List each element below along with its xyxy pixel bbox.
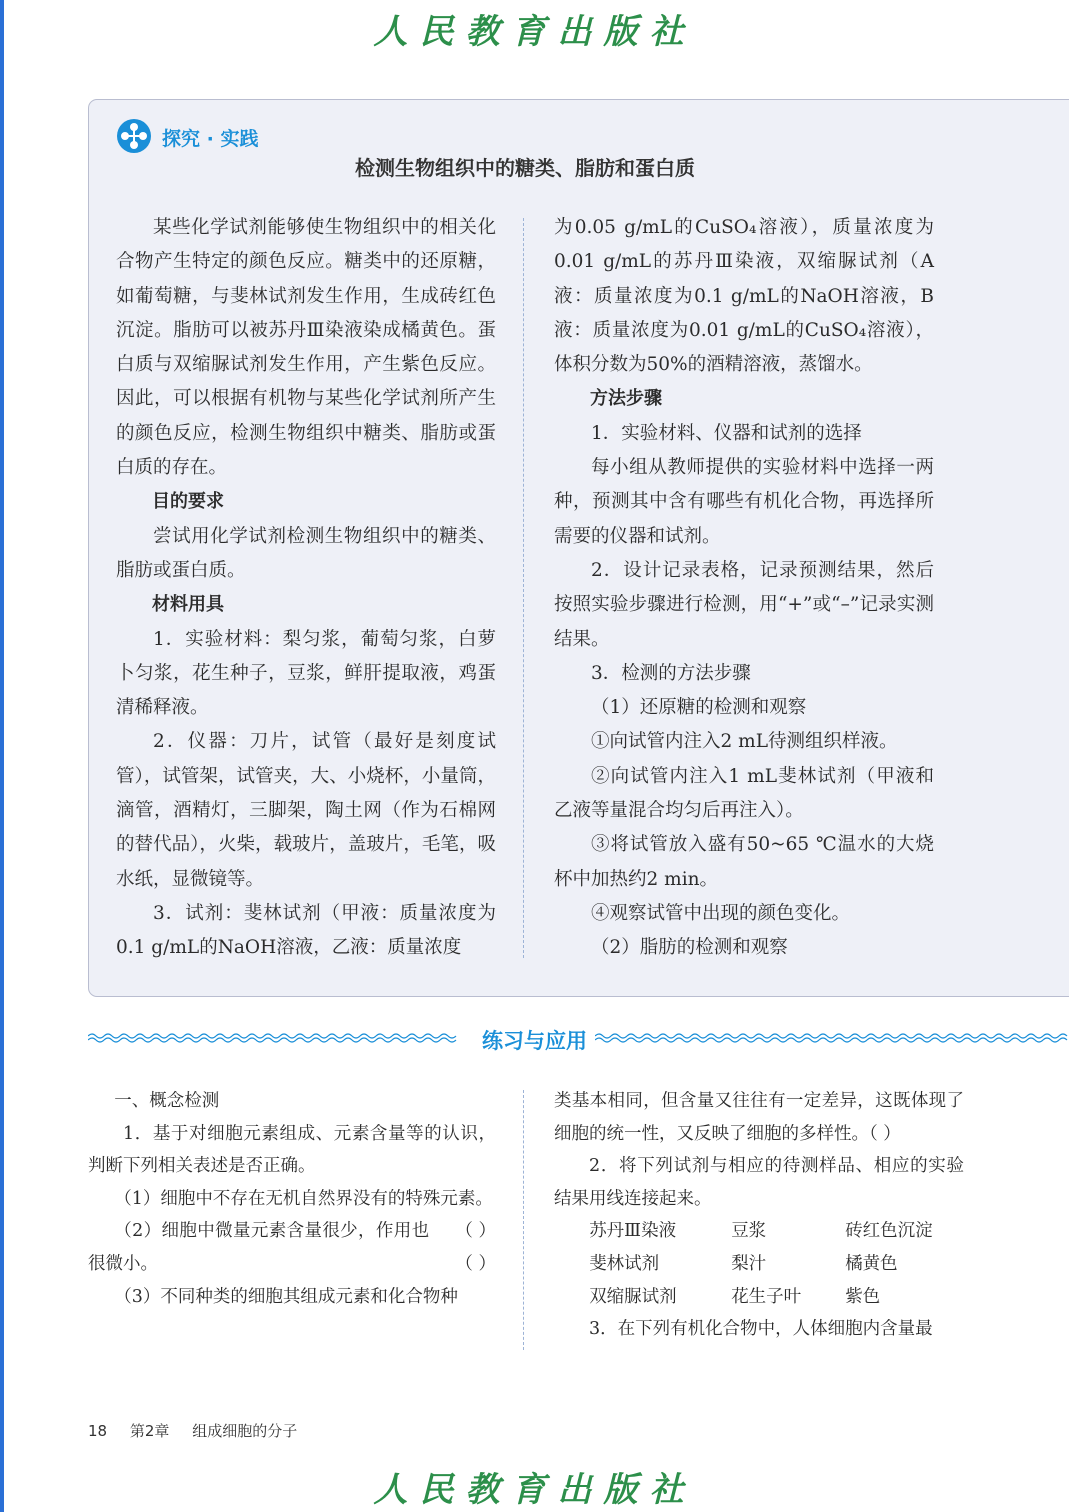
wave-rule-right [595,1031,1069,1045]
step-1-text: 每小组从教师提供的实验材料中选择一两种，预测其中含有哪些有机化合物，再选择所需要的仪器和试剂。 [554,457,934,547]
heading-materials: 材料用具 [152,594,224,616]
chapter-number: 第2章 [129,1422,170,1440]
column-divider [523,218,524,958]
step-3-1-b: ②向试管内注入1 mL斐林试剂（甲液和乙液等量混合均匀后再注入）。 [554,765,934,822]
publisher-watermark-bottom: 人民教育出版社 [373,1470,696,1510]
heading-methods: 方法步骤 [590,388,662,410]
step-3-2-title: （2）脂肪的检测和观察 [591,937,788,959]
step-3-title: 3．检测的方法步骤 [591,662,751,684]
exercises-title: 练习与应用 [482,1029,587,1053]
match-row [554,1215,964,1248]
panel-right-column [554,211,934,966]
question-1-3-continued: 类基本相同，但含量又往往有一定差异，这既体现了细胞的统一性，又反映了细胞的多样性。（ ） [554,1091,964,1144]
page-footer [88,1420,315,1441]
panel-title: 检测生物组织中的糖类、脂肪和蛋白质 [355,156,695,180]
concept-check-heading: 一、概念检测 [114,1091,220,1111]
left-edge-rule [0,0,4,1512]
reagents-continued: 为0.05 g/mL的CuSO₄溶液），质量浓度为0.01 g/mL的苏丹Ⅲ染液，双缩脲试剂（A液：质量浓度为0.1 g/mL的NaOH溶液，B液：质量浓度为0.01 g/mL的CuSO₄溶液），体积分数为50%的酒精溶液，蒸馏水。 [554,217,934,376]
heading-purpose: 目的要求 [152,491,224,513]
step-3-1-a: ①向试管内注入2 mL待测组织样液。 [591,731,898,753]
match-sample[interactable]: 花生子叶 [731,1286,802,1307]
question-2: 2．将下列试剂与相应的待测样品、相应的实验结果用线连接起来。 [554,1156,964,1209]
inquiry-icon [117,119,151,153]
question-1: 1．基于对细胞元素组成、元素含量等的认识，判断下列相关表述是否正确。 [88,1123,496,1177]
match-reagent[interactable]: 双缩脲试剂 [589,1286,677,1307]
step-3-1-title: （1）还原糖的检测和观察 [591,697,807,719]
materials-item-2: 2．仪器：刀片，试管（最好是刻度试管），试管架，试管夹，大、小烧杯，小量筒，滴管，酒精灯，三脚架，陶土网（作为石棉网的替代品），火柴，载玻片，盖玻片，毛笔，吸水纸，显微镜等。 [116,731,496,890]
page-number: 18 [88,1422,108,1440]
exercises-left-column [88,1085,496,1313]
match-row [554,1281,964,1314]
match-reagent[interactable]: 斐林试剂 [589,1253,660,1274]
question-1-1: （1）细胞中不存在无机自然界没有的特殊元素。 （ ） [88,1183,496,1216]
match-result[interactable]: 橘黄色 [845,1253,898,1274]
question-1-3: （3）不同种类的细胞其组成元素和化合物种 [114,1286,458,1307]
step-2-text: 2．设计记录表格，记录预测结果，然后按照实验步骤进行检测，用“+”或“–”记录实测结果。 [554,559,934,650]
match-row [554,1248,964,1281]
match-sample[interactable]: 梨汁 [731,1253,767,1274]
match-result[interactable]: 砖红色沉淀 [845,1221,933,1242]
exercises-right-column [554,1085,964,1346]
match-sample[interactable]: 豆浆 [731,1221,767,1242]
publisher-watermark-top: 人民教育出版社 [373,12,696,52]
materials-item-1: 1．实验材料：梨匀浆，葡萄匀浆，白萝卜匀浆，花生种子，豆浆，鲜肝提取液，鸡蛋清稀释液。 [116,628,496,719]
question-1-2: （2）细胞中微量元素含量很少，作用也很微小。 （ ） [88,1215,496,1280]
answer-paren[interactable]: （ ） [455,1253,496,1274]
step-3-1-c: ③将试管放入盛有50~65 ℃温水的大烧杯中加热约2 min。 [554,834,934,890]
step-1-title: 1．实验材料、仪器和试剂的选择 [591,422,862,444]
step-3-1-d: ④观察试管中出现的颜色变化。 [591,902,851,924]
materials-item-3: 3．试剂：斐林试剂（甲液：质量浓度为0.1 g/mL的NaOH溶液，乙液：质量浓度 [116,902,496,959]
intro-paragraph: 某些化学试剂能够使生物组织中的相关化合物产生特定的颜色反应。糖类中的还原糖，如葡萄糖，与斐林试剂发生作用，生成砖红色沉淀。脂肪可以被苏丹Ⅲ染液染成橘黄色。蛋白质与双缩脲试剂发生作用，产生紫色反应。因此，可以根据有机物与某些化学试剂所产生的颜色反应，检测生物组织中糖类、脂肪或蛋白质的存在。 [116,217,496,479]
exercises-column-divider [523,1090,524,1350]
panel-left-column [116,211,496,966]
question-3: 3．在下列有机化合物中，人体细胞内含量最 [589,1319,933,1340]
match-reagent[interactable]: 苏丹Ⅲ染液 [589,1221,677,1242]
purpose-text: 尝试用化学试剂检测生物组织中的糖类、脂肪或蛋白质。 [116,525,496,581]
chapter-title: 组成细胞的分子 [192,1422,298,1440]
match-result[interactable]: 紫色 [845,1286,881,1307]
answer-paren[interactable]: （ ） [455,1221,496,1242]
section-label: 探究 · 实践 [162,128,259,150]
